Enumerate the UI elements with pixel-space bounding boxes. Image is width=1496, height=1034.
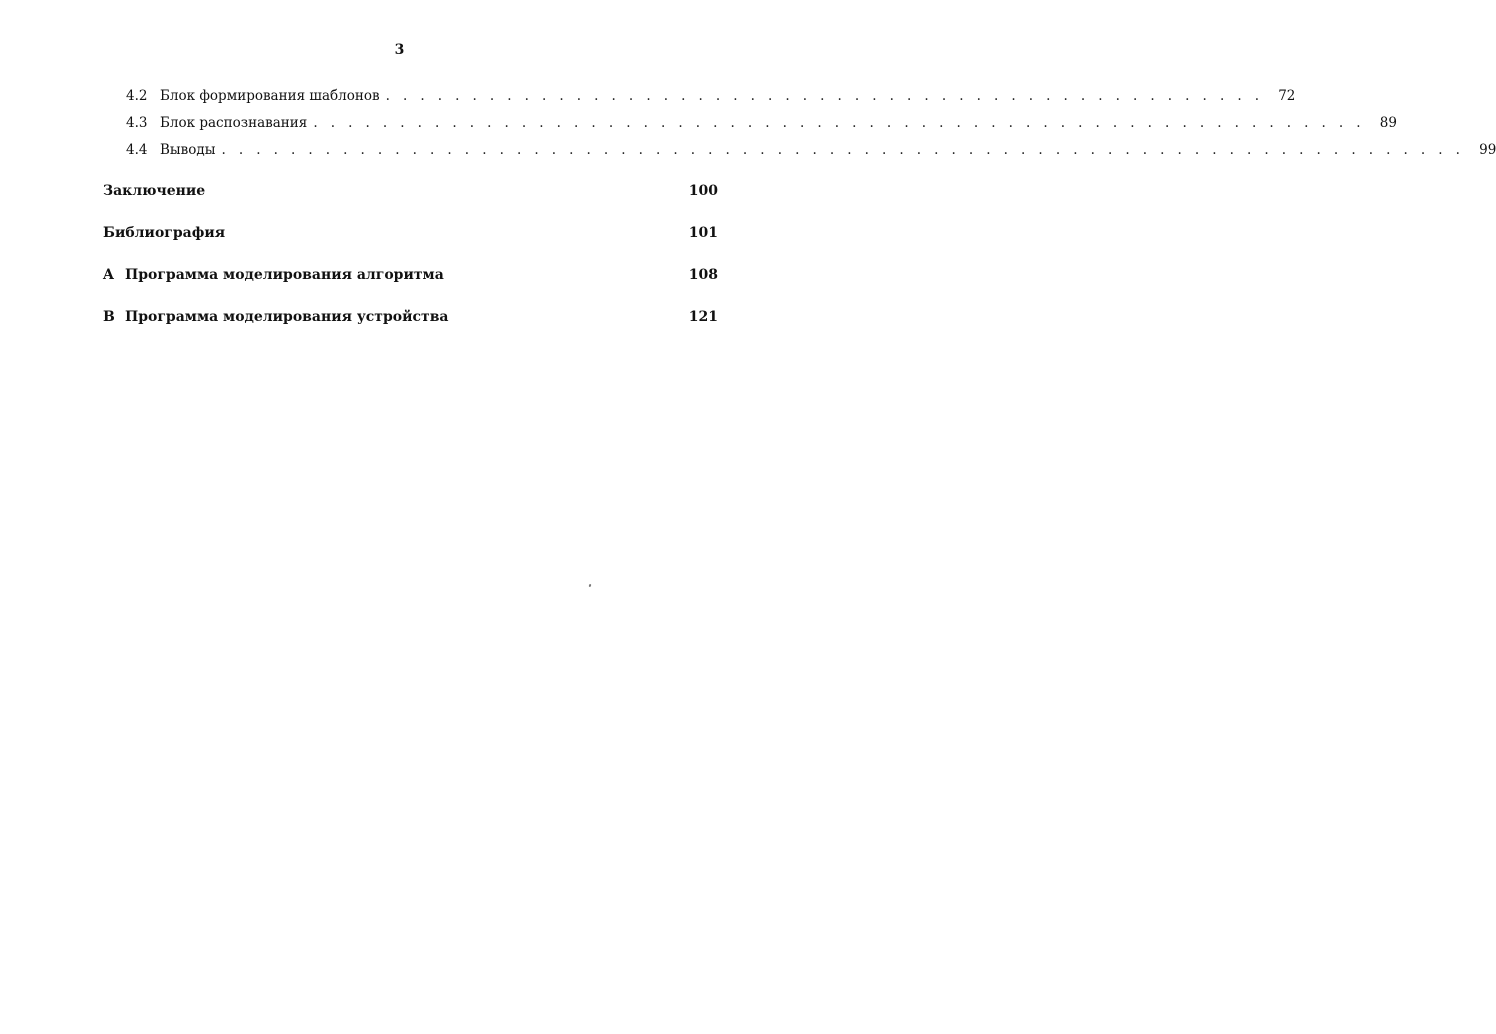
dot-leader: . . . . . . . . . . . . . . . . . . . . . . . . . . . . . . . . . . . . . . . . . . . . . . . . . . . . . . . . . . . . . . . . . . . . . . . . [221, 142, 1465, 158]
dot-leader: . . . . . . . . . . . . . . . . . . . . . . . . . . . . . . . . . . . . . . . . . . . . . . . . . . . . . . . . . . . . . [313, 115, 1365, 131]
toc-appendix-letter: A [103, 267, 114, 283]
toc-entry-4-4[interactable] [126, 140, 1496, 160]
toc-chapter-conclusion[interactable] [103, 180, 718, 202]
toc-entry-4-2[interactable] [126, 86, 1296, 106]
toc-chapter-page: 101 [688, 225, 718, 241]
scan-speck [589, 584, 592, 588]
toc-appendix-a[interactable] [103, 264, 718, 286]
toc-chapter-left [103, 306, 449, 328]
page-number: 3 [394, 42, 405, 58]
toc-chapter-title: Заключение [103, 183, 206, 199]
toc-chapter-title: Программа моделирования алгоритма [125, 267, 444, 283]
toc-entry-title: Выводы [160, 142, 216, 158]
toc-chapter-page: 108 [688, 267, 718, 283]
toc-chapter-left [103, 180, 205, 202]
toc-appendix-b[interactable] [103, 306, 718, 328]
toc-entry-number: 4.4 [126, 142, 148, 158]
toc-chapter-title: Программа моделирования устройства [125, 309, 449, 325]
toc-entry-page: 99 [1479, 142, 1496, 158]
toc-entry-title: Блок формирования шаблонов [160, 88, 380, 104]
toc-chapter-page: 121 [688, 309, 718, 325]
toc-entry-page: 72 [1278, 88, 1296, 104]
toc-entry-title: Блок распознавания [160, 115, 308, 131]
toc-entry-number: 4.3 [126, 115, 148, 131]
toc-chapter-left [103, 222, 225, 244]
toc-chapter-bibliography[interactable] [103, 222, 718, 244]
toc-chapter-page: 100 [688, 183, 718, 199]
dot-leader: . . . . . . . . . . . . . . . . . . . . . . . . . . . . . . . . . . . . . . . . . . . . . . . . . . . [385, 88, 1264, 104]
toc-entry-4-3[interactable] [126, 113, 1397, 133]
toc-chapter-title: Библиография [103, 225, 226, 241]
toc-chapter-left [103, 264, 444, 286]
toc-entry-number: 4.2 [126, 88, 148, 104]
toc-entry-page: 89 [1379, 115, 1397, 131]
toc-appendix-letter: B [103, 309, 115, 325]
